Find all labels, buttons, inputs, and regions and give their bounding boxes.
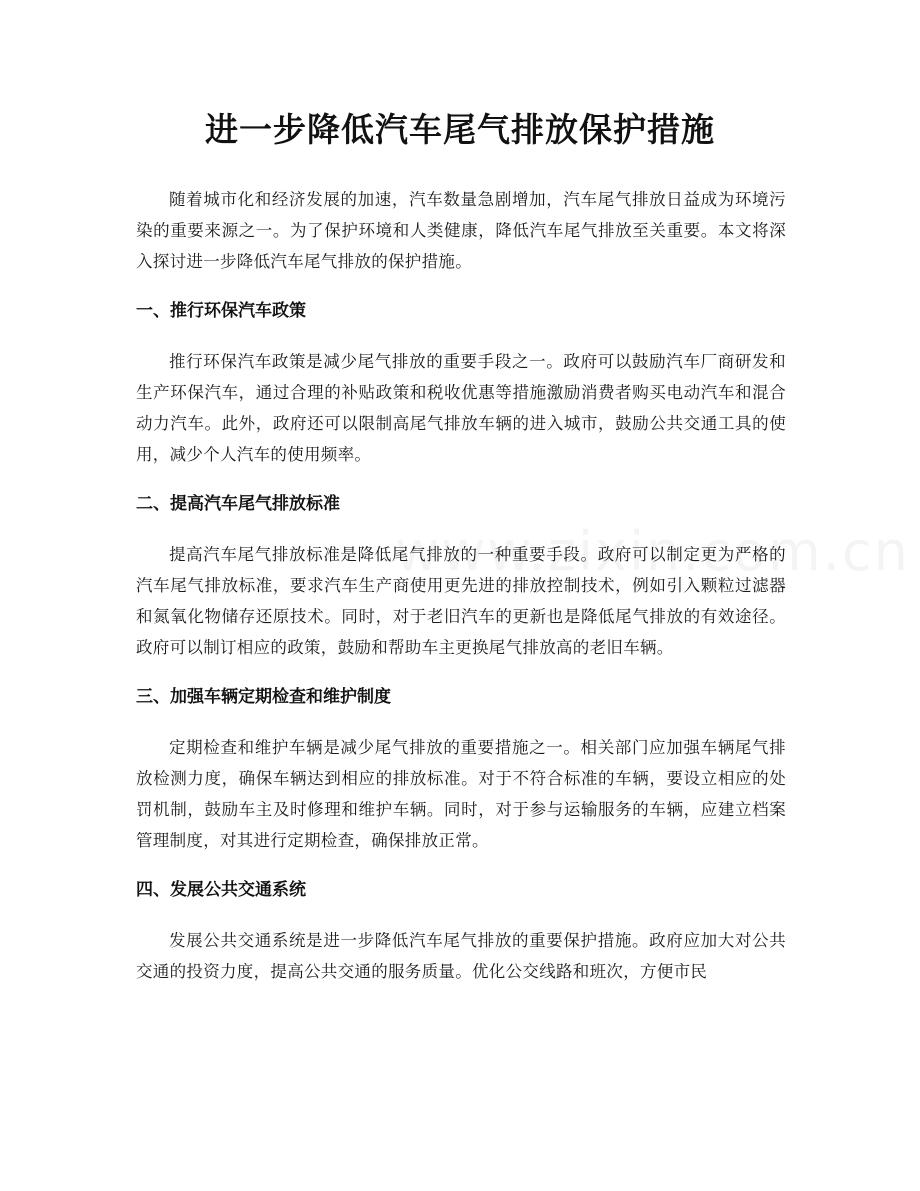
section-body-3: 定期检查和维护车辆是减少尾气排放的重要措施之一。相关部门应加强车辆尾气排放检测力度，确保车辆达到相应的排放标准。对于不符合标准的车辆，要设立相应的处罚机制，鼓励车主及时修理和维护车辆。同时，对于参与运输服务的车辆，应建立档案管理制度，对其进行定期检查，确保排放正常。 (136, 738, 786, 850)
section-heading-2: 二、提高汽车尾气排放标准 (136, 494, 340, 514)
intro-paragraph: 随着城市化和经济发展的加速，汽车数量急剧增加，汽车尾气排放日益成为环境污染的重要来源之一。为了保护环境和人类健康，降低汽车尾气排放至关重要。本文将深入探讨进一步降低汽车尾气排放的保护措施。 (136, 190, 786, 271)
section-heading-3: 三、加强车辆定期检查和维护制度 (136, 687, 391, 707)
section-heading-4: 四、发展公共交通系统 (136, 880, 306, 900)
document-title: 进一步降低汽车尾气排放保护措施 (205, 110, 715, 149)
section-heading-1: 一、推行环保汽车政策 (136, 301, 306, 321)
section-body-1: 推行环保汽车政策是减少尾气排放的重要手段之一。政府可以鼓励汽车厂商研发和生产环保汽车，通过合理的补贴政策和税收优惠等措施激励消费者购买电动汽车和混合动力汽车。此外，政府还可以限制高尾气排放车辆的进入城市，鼓励公共交通工具的使用，减少个人汽车的使用频率。 (136, 352, 786, 464)
document-body (136, 184, 786, 987)
section-body-2: 提高汽车尾气排放标准是降低尾气排放的一种重要手段。政府可以制定更为严格的汽车尾气排放标准，要求汽车生产商使用更先进的排放控制技术，例如引入颗粒过滤器和氮氧化物储存还原技术。同时，对于老旧汽车的更新也是降低尾气排放的有效途径。政府可以制订相应的政策，鼓励和帮助车主更换尾气排放高的老旧车辆。 (136, 545, 786, 657)
section-body-4: 发展公共交通系统是进一步降低汽车尾气排放的重要保护措施。政府应加大对公共交通的投资力度，提高公共交通的服务质量。优化公交线路和班次，方便市民 (136, 931, 786, 981)
